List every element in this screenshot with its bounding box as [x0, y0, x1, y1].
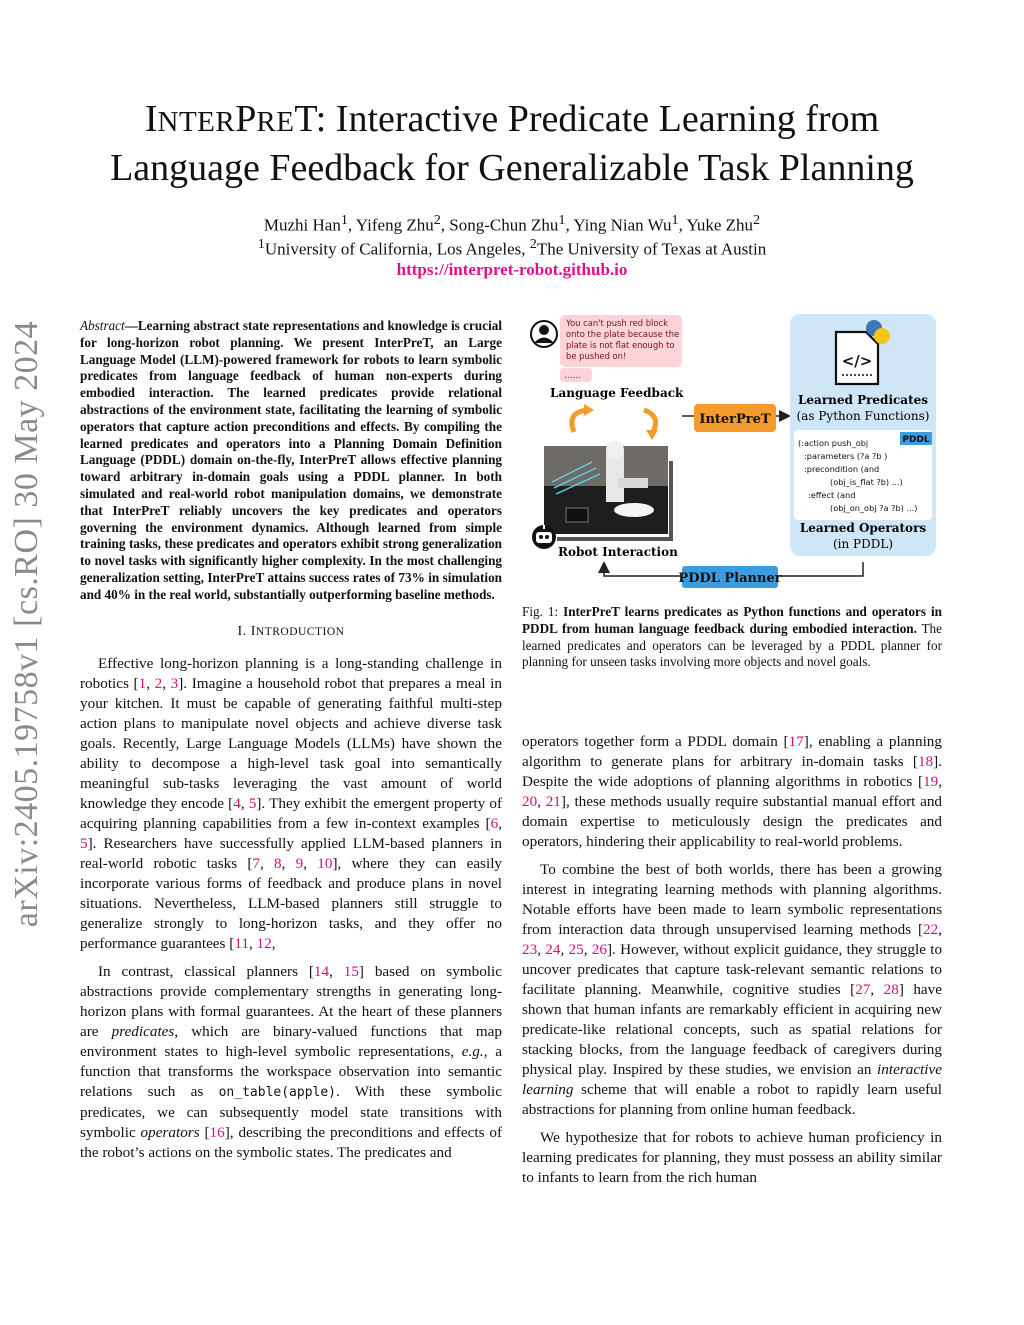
title-sc-4: RE: [256, 106, 295, 138]
robot-interaction-label: Robot Interaction: [558, 545, 678, 559]
project-url-link[interactable]: https://interpret-robot.github.io: [396, 260, 628, 279]
text: scheme that will enable a robot to rapidly learn useful abstractions for planning from online human feedback.: [522, 1081, 942, 1118]
section-heading-introduction: [80, 622, 502, 642]
author-name: Muzhi Han: [263, 215, 341, 235]
author-aff: 2: [433, 212, 441, 228]
in-pddl-label: (in PDDL): [832, 537, 894, 551]
citation-link[interactable]: 17: [788, 733, 804, 750]
code-line: (obj_is_flat ?b) ...): [830, 477, 903, 487]
citation-link[interactable]: 26: [591, 941, 607, 958]
text: ,: [240, 794, 249, 812]
as-python-label: (as Python Functions): [796, 409, 930, 423]
citation-link[interactable]: 5: [248, 794, 257, 812]
robot-scene-photo: [544, 441, 674, 542]
robot-icon: [532, 525, 556, 549]
pddl-tag-label: PDDL: [902, 435, 930, 445]
author-name: Song-Chun Zhu: [449, 215, 559, 235]
text: ,: [146, 674, 155, 692]
text: ] based on symbolic abstractions provide complementary strengths in generating long-horizon plans with formal guarantees. At the heart of these planners are: [80, 962, 502, 1040]
left-column: [80, 318, 502, 1163]
affil-mark-2: 2: [529, 236, 537, 252]
speech-line: be pushed on!: [566, 351, 627, 361]
citation-link[interactable]: 6: [490, 814, 499, 832]
citation-link[interactable]: 21: [545, 793, 561, 810]
text: ,: [248, 934, 257, 952]
caption-label: Fig. 1:: [522, 604, 564, 619]
learned-predicates-label: Learned Predicates: [797, 393, 929, 407]
citation-link[interactable]: 4: [233, 794, 241, 812]
intro-paragraph-4: We hypothesize that for robots to achieve human proficiency in learning predicates for planning, they must possess an ability similar to infants to learn from the rich human: [522, 1129, 942, 1186]
language-feedback-label: Language Feedback: [550, 386, 684, 400]
text: , which are binary-valued functions that map environment states to high-level symbolic representations,: [80, 1022, 502, 1060]
citation-link[interactable]: 11: [234, 934, 249, 952]
citation-link[interactable]: 27: [855, 981, 871, 998]
text: ,: [281, 854, 296, 872]
text: ,: [271, 934, 276, 952]
text: In contrast, classical planners [: [98, 962, 314, 980]
intro-paragraph-3: [522, 860, 942, 1120]
text: ,: [162, 674, 171, 692]
caption-rest: The learned predicates and operators can be leveraged by a PDDL planner for planning for unseen tasks involving more objects and novel goals.: [522, 620, 943, 670]
emphasis: operators: [140, 1123, 200, 1141]
citation-link[interactable]: 5: [80, 834, 88, 852]
citation-link[interactable]: 19: [923, 773, 939, 790]
section-number: I.: [237, 623, 251, 639]
code-snippet: on_table(apple): [218, 1084, 337, 1100]
abstract-text: —Learning abstract state representations and knowledge is crucial for long-horizon robot planning. We present InterPreT, an Large Language Model (LLM)-powered framework for robots to learn symbolic predicates from language feedback of human non-experts during embodied interaction. The learned predicates provide relational abstractions of the environment state, facilitating the learning of symbolic operators that capture action preconditions and effects. By compiling the learned predicates and operators into a Planning Domain Definition Language (PDDL) domain on-the-fly, InterPreT allows effective planning toward arbitrary in-domain goals using a PDDL planner. In both simulated and real-world robot manipulation domains, we demonstrate that InterPreT reliably uncovers the key predicates and operators governing the environment dynamics. Although learned from simple training tasks, these predicates and operators exhibit strong generalization to novel tasks with significantly higher complexity. In the most challenging generalization setting, InterPreT attains success rates of 73% in simulation and 40% in the real world, substantially outperforming baseline methods.: [80, 318, 502, 602]
text: ], enabling a planning algorithm to generate plans for arbitrary in-domain tasks [: [522, 733, 942, 770]
speech-line: You can't push red block: [566, 318, 668, 328]
citation-link[interactable]: 28: [883, 981, 899, 998]
text: ], where they can easily incorporate various forms of feedback and produce plans in novel situations. Nevertheless, LLM-based planners still struggle to generalize strongly to long-horizon tasks, and they offer no performance guarantees [: [80, 854, 503, 952]
text: ,: [329, 962, 344, 980]
citation-link[interactable]: 8: [274, 854, 282, 872]
author-name: Yifeng Zhu: [355, 215, 434, 235]
emphasis: interactive learning: [522, 1061, 942, 1098]
author-aff: 1: [558, 212, 566, 228]
code-line: (:action push_obj: [798, 438, 869, 448]
text: ] have shown that human infants are remarkably efficient in acquiring new predicate-like relational concepts, such as spatial relations for stacking blocks, from the language feedback of caregivers during physical play. Inspired by these studies, we envision an: [522, 981, 943, 1078]
intro-paragraph-2: [80, 962, 502, 1163]
text: [: [199, 1123, 210, 1141]
code-line: (obj_on_obj ?a ?b) ...): [830, 503, 918, 513]
citation-link[interactable]: 2: [154, 674, 163, 692]
loop-line-left: [604, 564, 682, 576]
text: ,: [938, 921, 942, 938]
author-list: Muzhi Han$^1$, Yifeng Zhu$^2$, Song-Chun Zhu$^1$, Ying Nian Wu$^1$, Yuke Zhu$^2$: [263, 212, 761, 235]
text: ]. They exhibit the emergent property of acquiring planning capabilities from a few in-context examples [: [80, 794, 503, 832]
loop-line-right: [778, 562, 863, 576]
text: ,: [498, 814, 502, 832]
text: ,: [560, 941, 569, 958]
title-line2: Language Feedback for Generalizable Task Planning: [110, 147, 914, 189]
code-line: :effect (and: [808, 490, 856, 500]
text: ], these methods usually require substantial manual effort and domain expertise to meticulously design the predicates and operators, hindering their applicability to real-world problems.: [522, 793, 943, 850]
intro-paragraph-1: [80, 654, 502, 954]
author-aff: 1: [671, 212, 679, 228]
title-sc-1: I: [144, 98, 158, 140]
citation-link[interactable]: 12: [256, 934, 272, 952]
citation-link[interactable]: 3: [170, 674, 179, 692]
intro-paragraph-2-cont: [522, 732, 942, 852]
title-sc-5: T: [294, 98, 316, 140]
text: ,: [583, 941, 592, 958]
citation-link[interactable]: 14: [313, 962, 330, 980]
interpret-label: InterPreT: [699, 412, 771, 427]
citation-link[interactable]: 24: [545, 941, 561, 958]
affiliations: [60, 236, 964, 260]
affil-mark-1: 1: [257, 236, 265, 252]
abstract-label: Abstract: [80, 318, 125, 333]
citation-link[interactable]: 7: [252, 854, 260, 872]
code-line: :parameters (?a ?b ): [804, 451, 888, 461]
human-avatar-icon: [531, 321, 557, 347]
title-sc-3: P: [235, 98, 257, 140]
title-rest-line1: : Interactive Predicate Learning from: [315, 98, 880, 140]
text: ,: [260, 854, 275, 872]
text: ]. However, without explicit guidance, they struggle to uncover predicates that capture task-relevant semantic relations to facilitate planning. Meanwhile, cognitive studies [: [522, 941, 943, 998]
text: ], describing the preconditions and effects of the robot’s actions on the symbolic states. The predicates and: [80, 1123, 502, 1161]
speech-ellipsis: ......: [564, 371, 582, 381]
text: ]. Despite the wide adoptions of planning algorithms in robotics [: [522, 753, 942, 790]
learned-operators-label: Learned Operators: [799, 521, 927, 535]
figure-caption: [522, 604, 942, 671]
citation-link[interactable]: 1: [138, 674, 147, 692]
figure-1: [522, 312, 942, 598]
author-name: Yuke Zhu: [686, 215, 754, 235]
right-column: [522, 732, 942, 1188]
emphasis: e.g.: [461, 1042, 484, 1060]
section-rest: NTRODUCTION: [255, 625, 345, 638]
affil-2: The University of Texas at Austin: [536, 239, 767, 259]
text: To combine the best of both worlds, there has been a growing interest in integrating learning methods with planning algorithms. Notable efforts have been made to learn symbolic representations from interaction data through unsupervised learning methods [: [522, 861, 942, 938]
pddl-planner-label: PDDL Planner: [678, 571, 782, 586]
text: . With these symbolic predicates, we can subsequently model state transitions with symbolic: [80, 1082, 502, 1141]
author-name: Ying Nian Wu: [573, 215, 672, 235]
paper-title: [60, 96, 964, 191]
text: ,: [303, 854, 318, 872]
caption-bold: InterPreT learns predicates as Python functions and operators in PDDL from human language feedback during embodied interaction.: [522, 604, 942, 636]
citation-link[interactable]: 10: [317, 854, 333, 872]
citation-link[interactable]: 18: [917, 753, 934, 770]
text: Effective long-horizon planning is a long-standing challenge in robotics [: [80, 654, 502, 692]
text: ]. Researchers have successfully applied LLM-based planners in real-world robotic tasks [: [80, 834, 502, 872]
title-sc-2: NTER: [157, 106, 236, 138]
text: ,: [537, 941, 546, 958]
code-line: :precondition (and: [804, 464, 880, 474]
section-first-letter: I: [250, 623, 256, 639]
arxiv-side-stamp: arXiv:2405.19758v1 [cs.RO] 30 May 2024: [8, 320, 45, 928]
speech-line: onto the plate because the: [566, 329, 680, 339]
text: operators together form a PDDL domain [: [522, 733, 789, 750]
svg-text:</>: </>: [841, 352, 873, 370]
abstract: [80, 318, 502, 604]
citation-link[interactable]: 15: [343, 962, 359, 980]
text: ,: [938, 773, 942, 790]
citation-link[interactable]: 23: [522, 941, 538, 958]
citation-link[interactable]: 25: [568, 941, 584, 958]
emphasis: predicates: [111, 1022, 175, 1040]
author-aff: 1: [340, 212, 348, 228]
citation-link[interactable]: 9: [295, 854, 304, 872]
citation-link[interactable]: 22: [923, 921, 939, 938]
citation-link[interactable]: 20: [522, 793, 538, 810]
text: , a function that transforms the workspace observation into semantic relations such as: [80, 1042, 502, 1100]
speech-line: plate is not flat enough to: [566, 340, 675, 350]
citation-link[interactable]: 16: [209, 1123, 225, 1141]
text: ]. Imagine a household robot that prepares a meal in your kitchen. It must be capable of generating faithful multi-step action plans to manipulate novel objects and achieve diverse task goals. Recently, Large Language Models (LLMs) have shown the ability to decompose a high-level task goal into semantically meaningful sub-tasks leveraging the vast amount of world knowledge they encode [: [80, 674, 502, 812]
text: ,: [537, 793, 546, 810]
author-aff: 2: [753, 212, 761, 228]
text: ,: [870, 981, 884, 998]
affil-1: University of California, Los Angeles,: [264, 239, 530, 259]
